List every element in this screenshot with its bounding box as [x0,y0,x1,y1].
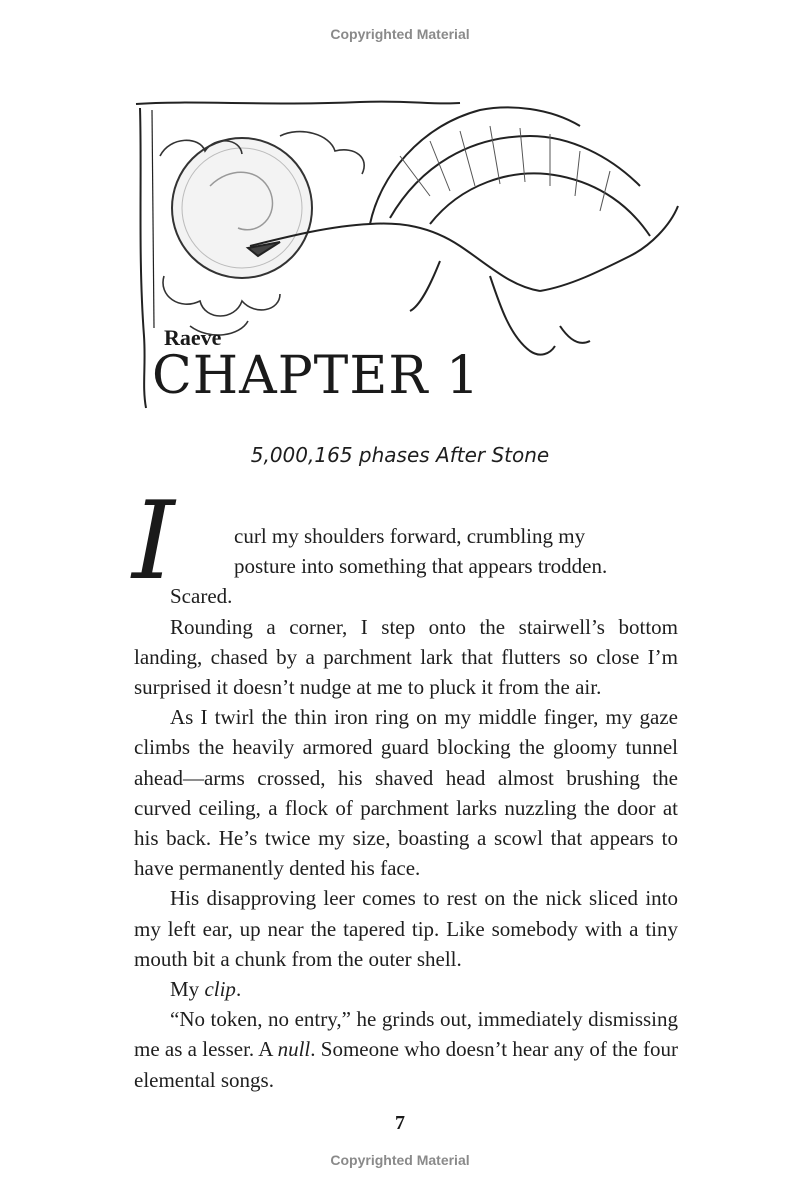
p7-text: “No token, no entry,” he grinds out, immediately dismissing me as a lesser. A [134,1007,678,1062]
paragraph-1 [134,521,678,581]
paragraph-3: Rounding a corner, I step onto the stairwell’s bottom landing, chased by a parchment lark that flutters so close I’m surprised it doesn’t nudge at me to pluck it from the air. [134,614,678,700]
paragraph-7 [134,1004,678,1095]
watermark-bottom: Copyrighted Material [330,1152,470,1168]
chapter-body [134,521,678,1095]
drop-cap: I [132,479,175,604]
paragraph-5: His disapproving leer comes to rest on the nick sliced into my left ear, up near the tapered tip. Like somebody with a tiny mouth bit a chunk from the outer shell. [134,886,678,971]
chapter-title: CHAPTER 1 [152,346,481,406]
p6-emphasis: clip [204,977,236,1002]
p7-emphasis: null [277,1037,311,1062]
paragraph-6 [134,974,678,1004]
p6-text: My [170,977,205,1002]
paragraph-1-line-2: posture into something that appears trodden. [234,554,608,579]
pov-character-name: Raeve [164,325,222,350]
paragraph-1-line-1: curl my shoulders forward, crumbling my [234,524,586,548]
p7-end: . Someone who doesn’t hear any of the four elemental songs. [134,1037,678,1092]
chapter-epigraph: 5,000,165 phases After Stone [250,443,550,467]
page-number: 7 [395,1112,405,1134]
watermark-top: Copyrighted Material [330,26,470,42]
paragraph-2: Scared. [170,584,233,609]
p6-end: . [235,977,242,1002]
paragraph-4: As I twirl the thin iron ring on my middle finger, my gaze climbs the heavily armored guard blocking the gloomy tunnel ahead—arms crossed, his shaved head almost brushing the curved ceiling, a flock of parchment larks nuzzling the door at his back. He’s twice my size, boasting a scowl that appears to have permanently dented his face. [134,705,678,881]
